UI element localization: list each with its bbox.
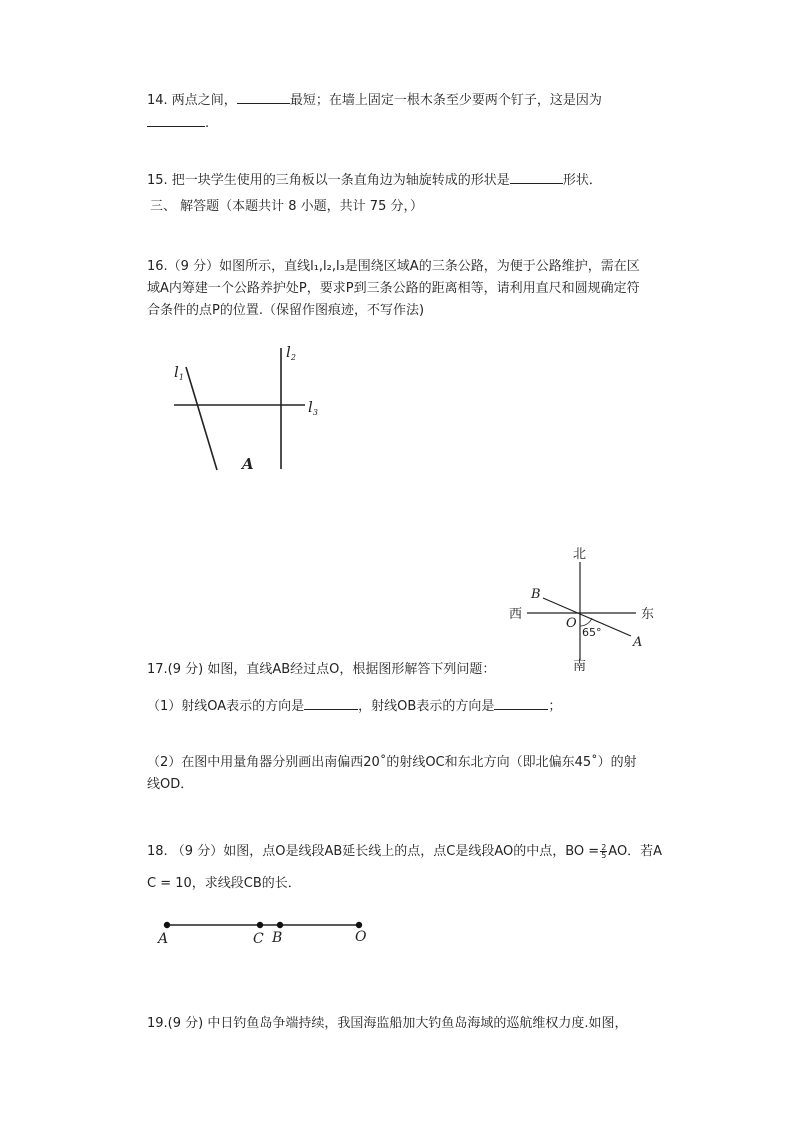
label-point-c: C: [253, 931, 264, 947]
q18-line2: C = 10，求线段CB的长．: [147, 876, 301, 891]
label-south: 南: [573, 659, 587, 674]
point-a: [164, 922, 170, 928]
q17-intro: 17.(9 分) 如图，直线AB经过点O，根据图形解答下列问题：: [147, 662, 496, 677]
point-b: [277, 922, 283, 928]
q18-text-a: 18. （9 分）如图，点O是线段AB延长线上的点，点C是线段AO的中点，BO =: [147, 844, 600, 859]
q19-line1: 19.(9 分) 中日钓鱼岛争端持续，我国海监船加大钓鱼岛海域的巡航维权力度.如图，: [147, 1016, 628, 1031]
label-point-b: B: [272, 930, 283, 946]
q18-text-b: AO．若A: [608, 844, 663, 859]
q14-text-b: 最短；在墙上固定一根木条至少要两个钉子，这是因为: [289, 93, 602, 108]
q17-p1-b: ，射线OB表示的方向是: [358, 699, 495, 714]
q17-p1-c: ；: [548, 699, 562, 714]
label-b: B: [531, 587, 541, 602]
q17-part2-line1: （2）在图中用量角器分别画出南偏西20˚的射线OC和东北方向（即北偏东45˚）的射: [147, 755, 637, 770]
q17-p1-a: （1）射线OA表示的方向是: [147, 699, 305, 714]
q16-line1: 16.（9 分）如图所示，直线l₁,l₂,l₃是围绕区域A的三条公路，为便于公路维护，需在区: [147, 259, 640, 274]
label-o: O: [566, 616, 577, 631]
q15-text-b: 形状．: [562, 173, 602, 188]
q14-text-a: 14. 两点之间，: [147, 93, 237, 108]
point-c: [257, 922, 263, 928]
label-angle: 65°: [582, 626, 602, 639]
label-region-a: A: [242, 455, 254, 473]
q17-part2-line2: 线OD．: [147, 777, 194, 792]
label-east: 东: [641, 607, 655, 622]
section3-heading: 三、 解答题（本题共计 8 小题，共计 75 分，）: [150, 199, 423, 214]
point-o: [356, 922, 362, 928]
label-a: A: [633, 635, 643, 650]
label-point-o: O: [355, 929, 367, 945]
label-l3: $l_3$: [308, 398, 318, 417]
q14-end: .: [205, 116, 210, 131]
q16-line2: 域A内筹建一个公路养护处P，要求P到三条公路的距离相等，请利用直尺和圆规确定符: [147, 281, 640, 296]
label-north: 北: [573, 547, 587, 562]
label-l2: $l_2$: [286, 343, 296, 362]
q16-line3: 合条件的点P的位置.（保留作图痕迹，不写作法): [147, 303, 425, 318]
q15-text-a: 15. 把一块学生使用的三角板以一条直角边为轴旋转成的形状是: [147, 173, 510, 188]
label-west: 西: [509, 607, 523, 622]
label-point-a: A: [158, 931, 169, 947]
q18-frac-num: 2: [601, 843, 607, 852]
q18-frac-den: 5: [601, 851, 607, 860]
label-l1: $l_1$: [174, 363, 184, 382]
